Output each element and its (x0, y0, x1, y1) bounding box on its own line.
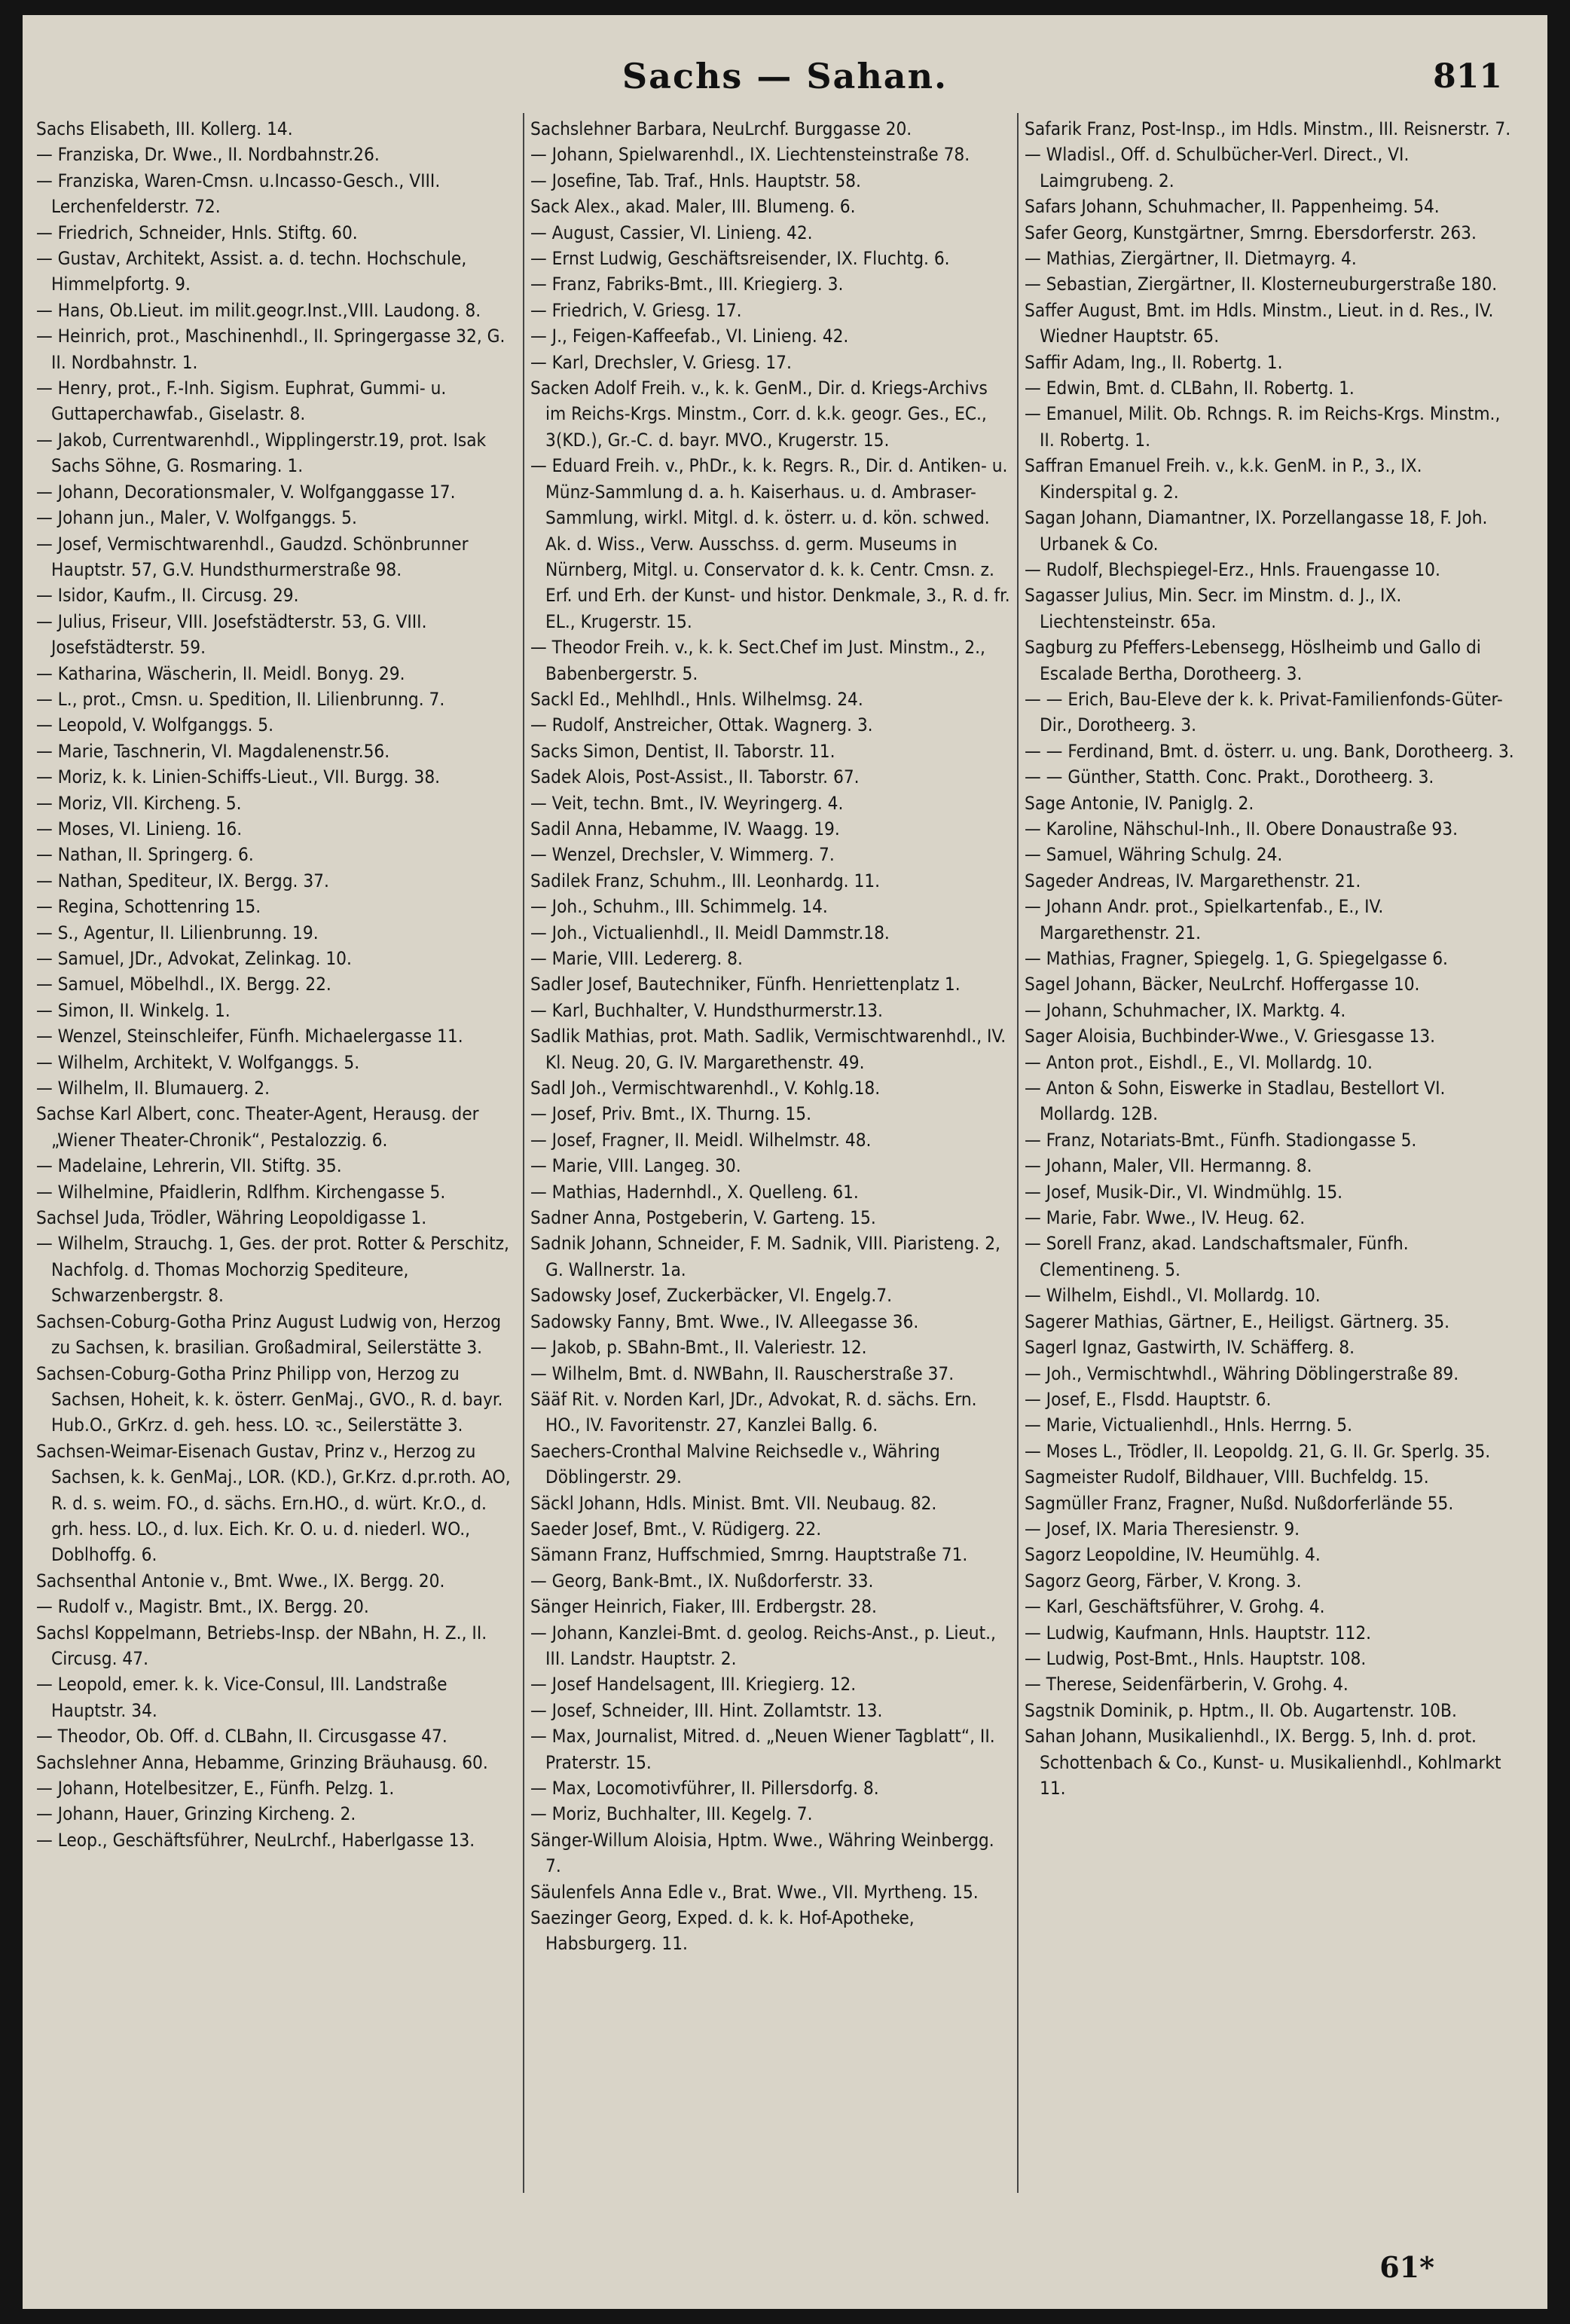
directory-entry: Säckl Johann, Hdls. Minist. Bmt. VII. Neubaug. 82. (530, 1492, 937, 1514)
directory-entry: Sadlik Mathias, prot. Math. Sadlik, Vermischtwarenhdl., IV. Kl. Neug. 20, G. IV. Margarethenstr. 49. (530, 1026, 1006, 1073)
column-rule (523, 113, 524, 2193)
directory-entry: — Wladisl., Off. d. Schulbücher-Verl. Direct., VI. Laimgrubeng. 2. (1025, 144, 1410, 191)
directory-entry: — Samuel, JDr., Advokat, Zelinkag. 10. (36, 948, 352, 969)
directory-entry: — Friedrich, Schneider, Hnls. Stiftg. 60. (36, 222, 358, 243)
directory-entry: Sadilek Franz, Schuhm., III. Leonhardg. 11. (530, 870, 881, 891)
column-2 (530, 116, 1013, 2241)
directory-entry: — Sorell Franz, akad. Landschaftsmaler, Fünfh. Clementineng. 5. (1025, 1233, 1409, 1280)
directory-entry: — Leop., Geschäftsführer, NeuLrchf., Haberlgasse 13. (36, 1829, 475, 1851)
directory-entry: Sadner Anna, Postgeberin, V. Garteng. 15. (530, 1207, 876, 1229)
directory-entry: — Max, Journalist, Mitred. d. „Neuen Wiener Tagblatt“, II. Praterstr. 15. (530, 1726, 995, 1773)
page-header (23, 56, 1547, 109)
directory-entry: Sagstnik Dominik, p. Hptm., II. Ob. Augartenstr. 10B. (1025, 1699, 1457, 1721)
directory-entry: — Karoline, Nähschul-Inh., II. Obere Donaustraße 93. (1025, 818, 1459, 839)
column-1 (36, 116, 518, 2241)
directory-entry: Sachs Elisabeth, III. Kollerg. 14. (36, 118, 293, 139)
directory-entry: — Wenzel, Steinschleifer, Fünfh. Michaelergasse 11. (36, 1026, 463, 1047)
directory-entry: — Jakob, p. SBahn-Bmt., II. Valeriestr. 12. (530, 1337, 867, 1359)
directory-entry: — Moriz, VII. Kircheng. 5. (36, 792, 242, 814)
directory-entry: — Josef, Schneider, III. Hint. Zollamtstr. 13. (530, 1699, 883, 1721)
directory-entry: — Simon, II. Winkelg. 1. (36, 999, 231, 1021)
directory-entry: — Madelaine, Lehrerin, VII. Stiftg. 35. (36, 1155, 342, 1177)
directory-entry: — Wilhelm, Bmt. d. NWBahn, II. Rauscherstraße 37. (530, 1362, 955, 1384)
directory-entry: — Jakob, Currentwarenhdl., Wipplingerstr.19, prot. Isak Sachs Söhne, G. Rosmaring. 1. (36, 429, 487, 477)
directory-entry: — Anton & Sohn, Eiswerke in Stadlau, Bestellort VI. Mollardg. 12B. (1025, 1078, 1446, 1125)
directory-entry: Sacken Adolf Freih. v., k. k. GenM., Dir. d. Kriegs-Archivs im Reichs-Krgs. Minstm., Corr. d. k.k. geogr. Ges., EC., 3(KD.), Gr.-C. d. bayr. MVO., Krugerstr. 15. (530, 378, 988, 451)
directory-entry: — Wilhelm, II. Blumauerg. 2. (36, 1078, 270, 1099)
directory-entry: — Mathias, Fragner, Spiegelg. 1, G. Spiegelgasse 6. (1025, 948, 1448, 969)
directory-entry: — Johann, Decorationsmaler, V. Wolfganggasse 17. (36, 481, 456, 503)
column-rule (1017, 113, 1019, 2193)
directory-entry: — Emanuel, Milit. Ob. Rchngs. R. im Reichs-Krgs. Minstm., II. Robertg. 1. (1025, 403, 1501, 451)
directory-entry: — Ludwig, Kaufmann, Hnls. Hauptstr. 112. (1025, 1622, 1372, 1644)
directory-entry: Saechers-Cronthal Malvine Reichsedle v., Währing Döblingerstr. 29. (530, 1440, 940, 1488)
directory-entry: — Samuel, Währing Schulg. 24. (1025, 844, 1283, 866)
directory-entry: — Johann Andr. prot., Spielkartenfab., E., IV. Margarethenstr. 21. (1025, 896, 1384, 943)
directory-page (23, 15, 1547, 2309)
directory-entry: — Veit, techn. Bmt., IV. Weyringerg. 4. (530, 792, 844, 814)
directory-entry: Sachsen-Coburg-Gotha Prinz Philipp von, Herzog zu Sachsen, Hoheit, k. k. österr. GenMaj., GVO., R. d. bayr. Hub.O., GrKrz. d. geh. hess. LO. ꝛc., Seilerstätte 3. (36, 1362, 503, 1436)
directory-entry: Sage Antonie, IV. Paniglg. 2. (1025, 792, 1254, 814)
directory-entry: — Hans, Ob.Lieut. im milit.geogr.Inst.,VIII. Laudong. 8. (36, 299, 481, 321)
directory-entry: — Samuel, Möbelhdl., IX. Bergg. 22. (36, 974, 331, 995)
directory-entry: — Franziska, Waren-Cmsn. u.Incasso-Gesch., VIII. Lerchenfelderstr. 72. (36, 170, 441, 218)
directory-entry: Sänger-Willum Aloisia, Hptm. Wwe., Währing Weinbergg. 7. (530, 1829, 994, 1877)
directory-entry: Sachse Karl Albert, conc. Theater-Agent, Herausg. der „Wiener Theater-Chronik“, Pestalozzig. 6. (36, 1103, 479, 1151)
directory-entry: — Nathan, Spediteur, IX. Bergg. 37. (36, 870, 329, 891)
directory-entry: — Marie, VIII. Langeg. 30. (530, 1155, 741, 1177)
directory-entry: Sachsenthal Antonie v., Bmt. Wwe., IX. Bergg. 20. (36, 1570, 445, 1592)
directory-entry: — Rudolf, Anstreicher, Ottak. Wagnerg. 3. (530, 714, 873, 736)
directory-entry: — Eduard Freih. v., PhDr., k. k. Regrs. R., Dir. d. Antiken- u. Münz-Sammlung d. a. h. Kaiserhaus. u. d. Ambraser-Sammlung, wirkl. Mitgl. d. k. österr. u. d. kön. schwed. Ak. d. Wiss., Verw. Ausschss. d. germ. Museums in Nürnberg, Mitgl. u. Conservator d. k. k. Centr. Cmsn. z. Erf. und Erh. der Kunst- und histor. Denkmale, 3., R. d. fr. EL., Krugerstr. 15. (530, 455, 1010, 632)
directory-entry: Sääf Rit. v. Norden Karl, JDr., Advokat, R. d. sächs. Ern. HO., IV. Favoritenstr. 27, Kanzlei Ballg. 6. (530, 1388, 977, 1436)
directory-entry: — Joh., Vermischtwhdl., Währing Döblingerstraße 89. (1025, 1362, 1459, 1384)
directory-entry: — Marie, VIII. Ledererg. 8. (530, 948, 743, 969)
directory-entry: — Friedrich, V. Griesg. 17. (530, 299, 742, 321)
directory-entry: — Josef, IX. Maria Theresienstr. 9. (1025, 1518, 1300, 1540)
directory-entry: — — Ferdinand, Bmt. d. österr. u. ung. Bank, Dorotheerg. 3. (1025, 740, 1514, 762)
directory-entry: — Therese, Seidenfärberin, V. Grohg. 4. (1025, 1674, 1349, 1696)
directory-entry: — Ludwig, Post-Bmt., Hnls. Hauptstr. 108. (1025, 1647, 1367, 1669)
directory-entry: — L., prot., Cmsn. u. Spedition, II. Lilienbrunng. 7. (36, 688, 445, 710)
directory-entry: — Moses, VI. Linieng. 16. (36, 818, 243, 839)
directory-entry: — Wilhelm, Eishdl., VI. Mollardg. 10. (1025, 1285, 1321, 1307)
directory-entry: Sagel Johann, Bäcker, NeuLrchf. Hoffergasse 10. (1025, 974, 1420, 995)
directory-entry: — Wenzel, Drechsler, V. Wimmerg. 7. (530, 844, 835, 866)
directory-entry: Sagmüller Franz, Fragner, Nußd. Nußdorferlände 55. (1025, 1492, 1454, 1514)
directory-entry: — Moriz, Buchhalter, III. Kegelg. 7. (530, 1803, 813, 1825)
directory-entry: Safarik Franz, Post-Insp., im Hdls. Minstm., III. Reisnerstr. 7. (1025, 118, 1511, 139)
directory-entry: Sachslehner Anna, Hebamme, Grinzing Bräuhausg. 60. (36, 1751, 488, 1773)
directory-entry: — Regina, Schottenring 15. (36, 896, 261, 918)
directory-entry: — Heinrich, prot., Maschinenhdl., II. Springergasse 32, G. II. Nordbahnstr. 1. (36, 326, 506, 373)
directory-entry: — Wilhelm, Architekt, V. Wolfganggs. 5. (36, 1051, 360, 1073)
directory-entry: Saeder Josef, Bmt., V. Rüdigerg. 22. (530, 1518, 822, 1540)
directory-entry: — Johann, Schuhmacher, IX. Marktg. 4. (1025, 999, 1346, 1021)
directory-entry: Sagerer Mathias, Gärtner, E., Heiligst. Gärtnerg. 35. (1025, 1310, 1450, 1332)
directory-entry: — Karl, Drechsler, V. Griesg. 17. (530, 351, 792, 373)
directory-entry: Sadler Josef, Bautechniker, Fünfh. Henriettenplatz 1. (530, 974, 961, 995)
directory-entry: — Karl, Buchhalter, V. Hundsthurmerstr.13. (530, 999, 883, 1021)
directory-entry: Saffer August, Bmt. im Hdls. Minstm., Lieut. in d. Res., IV. Wiedner Hauptstr. 65. (1025, 299, 1494, 347)
directory-entry: — Rudolf v., Magistr. Bmt., IX. Bergg. 20. (36, 1596, 369, 1618)
directory-entry: Sachslehner Barbara, NeuLrchf. Burggasse 20. (530, 118, 912, 139)
page-title: Sachs — Sahan. (622, 56, 948, 96)
directory-entry: — Joh., Schuhm., III. Schimmelg. 14. (530, 896, 828, 918)
directory-entry: — Julius, Friseur, VIII. Josefstädterstr. 53, G. VIII. Josefstädterstr. 59. (36, 610, 427, 659)
directory-entry: — Anton prot., Eishdl., E., VI. Mollardg. 10. (1025, 1051, 1373, 1073)
directory-entry: — Josef, E., Flsdd. Hauptstr. 6. (1025, 1388, 1272, 1410)
directory-entry: — Joh., Victualienhdl., II. Meidl Dammstr.18. (530, 922, 890, 943)
directory-entry: — Karl, Geschäftsführer, V. Grohg. 4. (1025, 1596, 1325, 1618)
column-3 (1025, 116, 1514, 2241)
directory-entry: — Josef Handelsagent, III. Kriegierg. 12. (530, 1674, 857, 1696)
directory-entry: — Franziska, Dr. Wwe., II. Nordbahnstr.26. (36, 144, 380, 166)
directory-entry: Sagorz Georg, Färber, V. Krong. 3. (1025, 1570, 1302, 1592)
page-number: 811 (1433, 57, 1502, 96)
directory-entry: Säulenfels Anna Edle v., Brat. Wwe., VII. Myrtheng. 15. (530, 1881, 979, 1903)
directory-entry: — Isidor, Kaufm., II. Circusg. 29. (36, 585, 299, 607)
directory-entry: — Marie, Victualienhdl., Hnls. Herrng. 5. (1025, 1414, 1353, 1436)
directory-entry: Saezinger Georg, Exped. d. k. k. Hof-Apotheke, Habsburgerg. 11. (530, 1907, 915, 1955)
directory-entry: — Josef, Fragner, II. Meidl. Wilhelmstr. 48. (530, 1129, 872, 1151)
directory-entry: — Marie, Taschnerin, VI. Magdalenenstr.56. (36, 740, 390, 762)
directory-entry: — Wilhelmine, Pfaidlerin, Rdlfhm. Kirchengasse 5. (36, 1181, 446, 1203)
directory-entry: Sagorz Leopoldine, IV. Heumühlg. 4. (1025, 1544, 1321, 1566)
directory-entry: — Johann jun., Maler, V. Wolfganggs. 5. (36, 507, 357, 529)
directory-entry: Sachsen-Coburg-Gotha Prinz August Ludwig von, Herzog zu Sachsen, k. brasilian. Großadmiral, Seilerstätte 3. (36, 1310, 502, 1359)
directory-entry: Sackl Ed., Mehlhdl., Hnls. Wilhelmsg. 24. (530, 688, 863, 710)
directory-entry: Sadnik Johann, Schneider, F. M. Sadnik, VIII. Piaristeng. 2, G. Wallnerstr. 1a. (530, 1233, 1000, 1280)
directory-entry: — Max, Locomotivführer, II. Pillersdorfg. 8. (530, 1778, 879, 1799)
directory-entry: Saffran Emanuel Freih. v., k.k. GenM. in P., 3., IX. Kinderspital g. 2. (1025, 455, 1422, 503)
directory-entry: — Johann, Hauer, Grinzing Kircheng. 2. (36, 1803, 356, 1825)
directory-entry: — — Günther, Statth. Conc. Prakt., Dorotheerg. 3. (1025, 766, 1434, 788)
directory-entry: — Mathias, Hadernhdl., X. Quelleng. 61. (530, 1181, 859, 1203)
directory-entry: — Johann, Spielwarenhdl., IX. Liechtensteinstraße 78. (530, 144, 970, 166)
directory-entry: — S., Agentur, II. Lilienbrunng. 19. (36, 922, 319, 943)
directory-entry: — Theodor Freih. v., k. k. Sect.Chef im Just. Minstm., 2., Babenbergerstr. 5. (530, 637, 985, 684)
directory-entry: — Marie, Fabr. Wwe., IV. Heug. 62. (1025, 1207, 1306, 1229)
directory-entry: Sagan Johann, Diamantner, IX. Porzellangasse 18, F. Joh. Urbanek & Co. (1025, 507, 1488, 555)
directory-entry: — Josefine, Tab. Traf., Hnls. Hauptstr. 58. (530, 170, 861, 191)
directory-entry: — Sebastian, Ziergärtner, II. Klosterneuburgerstraße 180. (1025, 274, 1498, 295)
directory-entry: — Edwin, Bmt. d. CLBahn, II. Robertg. 1. (1025, 378, 1355, 399)
directory-entry: Sachsl Koppelmann, Betriebs-Insp. der NBahn, H. Z., II. Circusg. 47. (36, 1622, 487, 1669)
directory-entry: — Moriz, k. k. Linien-Schiffs-Lieut., VII. Burgg. 38. (36, 766, 441, 788)
directory-entry: Sageder Andreas, IV. Margarethenstr. 21. (1025, 870, 1361, 891)
directory-entry: Sadowsky Fanny, Bmt. Wwe., IV. Alleegasse 36. (530, 1310, 919, 1332)
directory-entry: Safer Georg, Kunstgärtner, Smrng. Ebersdorferstr. 263. (1025, 222, 1477, 243)
directory-entry: — Johann, Maler, VII. Hermanng. 8. (1025, 1155, 1312, 1177)
directory-entry: — — Erich, Bau-Eleve der k. k. Privat-Familienfonds-Güter-Dir., Dorotheerg. 3. (1025, 688, 1503, 736)
directory-entry: Sadil Anna, Hebamme, IV. Waagg. 19. (530, 818, 840, 839)
directory-entry: — Theodor, Ob. Off. d. CLBahn, II. Circusgasse 47. (36, 1726, 447, 1748)
directory-entry: Sagburg zu Pfeffers-Lebensegg, Höslheimb und Gallo di Escalade Bertha, Dorotheerg. 3. (1025, 637, 1481, 684)
directory-entry: Sagasser Julius, Min. Secr. im Minstm. d. J., IX. Liechtensteinstr. 65a. (1025, 585, 1402, 632)
directory-entry: Sadowsky Josef, Zuckerbäcker, VI. Engelg.7. (530, 1285, 892, 1307)
directory-entry: — Leopold, V. Wolfganggs. 5. (36, 714, 274, 736)
directory-entry: Sänger Heinrich, Fiaker, III. Erdbergstr. 28. (530, 1596, 877, 1618)
directory-entry: Sager Aloisia, Buchbinder-Wwe., V. Griesgasse 13. (1025, 1026, 1435, 1047)
directory-entry: — Franz, Fabriks-Bmt., III. Kriegierg. 3. (530, 274, 844, 295)
directory-entry: — Franz, Notariats-Bmt., Fünfh. Stadiongasse 5. (1025, 1129, 1417, 1151)
signature-mark: 61* (1379, 2250, 1434, 2284)
directory-entry: Sagmeister Rudolf, Bildhauer, VIII. Buchfeldg. 15. (1025, 1466, 1429, 1488)
directory-entry: Sachsel Juda, Trödler, Währing Leopoldigasse 1. (36, 1207, 427, 1229)
directory-entry: — August, Cassier, VI. Linieng. 42. (530, 222, 813, 243)
directory-entry: Sahan Johann, Musikalienhdl., IX. Bergg. 5, Inh. d. prot. Schottenbach & Co., Kunst- u. Musikalienhdl., Kohlmarkt 11. (1025, 1726, 1501, 1799)
directory-entry: — Henry, prot., F.-Inh. Sigism. Euphrat, Gummi- u. Guttaperchawfab., Giselastr. 8. (36, 378, 447, 425)
directory-entry: Safars Johann, Schuhmacher, II. Pappenheimg. 54. (1025, 196, 1440, 218)
directory-entry: — Wilhelm, Strauchg. 1, Ges. der prot. Rotter & Perschitz, Nachfolg. d. Thomas Mochorzig Spediteure, Schwarzenbergstr. 8. (36, 1233, 509, 1307)
directory-entry: — Georg, Bank-Bmt., IX. Nußdorferstr. 33. (530, 1570, 874, 1592)
directory-entry: — Katharina, Wäscherin, II. Meidl. Bonyg. 29. (36, 662, 405, 684)
directory-entry: Sämann Franz, Huffschmied, Smrng. Hauptstraße 71. (530, 1544, 968, 1566)
directory-entry: — J., Feigen-Kaffeefab., VI. Linieng. 42. (530, 326, 849, 347)
directory-entry: Sacks Simon, Dentist, II. Taborstr. 11. (530, 740, 835, 762)
directory-entry: — Rudolf, Blechspiegel-Erz., Hnls. Frauengasse 10. (1025, 558, 1440, 580)
directory-entry: — Moses L., Trödler, II. Leopoldg. 21, G. II. Gr. Sperlg. 35. (1025, 1440, 1491, 1462)
directory-entry: Sadl Joh., Vermischtwarenhdl., V. Kohlg.18. (530, 1078, 881, 1099)
directory-entry: — Josef, Vermischtwarenhdl., Gaudzd. Schönbrunner Hauptstr. 57, G.V. Hundsthurmerstraße 98. (36, 533, 469, 580)
directory-entry: — Mathias, Ziergärtner, II. Dietmayrg. 4. (1025, 248, 1357, 270)
directory-entry: Sagerl Ignaz, Gastwirth, IV. Schäfferg. 8. (1025, 1337, 1355, 1359)
directory-entry: — Nathan, II. Springerg. 6. (36, 844, 254, 866)
directory-entry: — Josef, Priv. Bmt., IX. Thurng. 15. (530, 1103, 812, 1125)
directory-entry: Sachsen-Weimar-Eisenach Gustav, Prinz v., Herzog zu Sachsen, k. k. GenMaj., LOR. (KD.), Gr.Krz. d.pr.roth. AO, R. d. s. weim. FO., d. sächs. Ern.HO., d. würt. Kr.O., d. grh. hess. LO., d. lux. Eich. Kr. O. u. d. niederl. WO., Doblhoffg. 6. (36, 1440, 511, 1566)
directory-entry: — Josef, Musik-Dir., VI. Windmühlg. 15. (1025, 1181, 1343, 1203)
directory-entry: — Gustav, Architekt, Assist. a. d. techn. Hochschule, Himmelpfortg. 9. (36, 248, 467, 295)
directory-entry: Sack Alex., akad. Maler, III. Blumeng. 6. (530, 196, 856, 218)
directory-entry: Sadek Alois, Post-Assist., II. Taborstr. 67. (530, 766, 860, 788)
directory-entry: Saffir Adam, Ing., II. Robertg. 1. (1025, 351, 1283, 373)
directory-entry: — Ernst Ludwig, Geschäftsreisender, IX. Fluchtg. 6. (530, 248, 950, 270)
directory-entry: — Johann, Kanzlei-Bmt. d. geolog. Reichs-Anst., p. Lieut., III. Landstr. Hauptstr. 2. (530, 1622, 996, 1669)
directory-entry: — Leopold, emer. k. k. Vice-Consul, III. Landstraße Hauptstr. 34. (36, 1674, 447, 1721)
directory-entry: — Johann, Hotelbesitzer, E., Fünfh. Pelzg. 1. (36, 1778, 395, 1799)
